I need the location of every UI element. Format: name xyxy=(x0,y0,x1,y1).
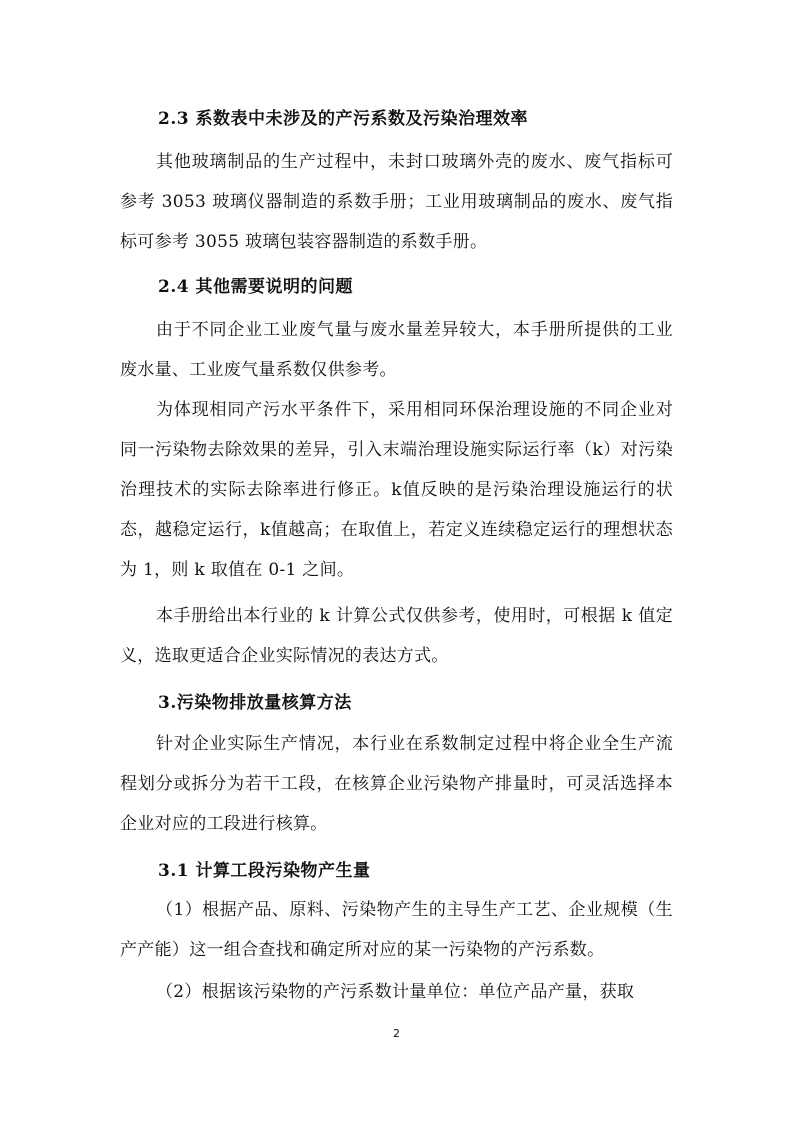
paragraph-3-1-1: （1）根据产品、原料、污染物产生的主导生产工艺、企业规模（生产产能）这一组合查找和确定所对应的某一污染物的产污系数。 xyxy=(120,900,673,960)
paragraph-3-1-2: （2）根据该污染物的产污系数计量单位：单位产品产量，获取 xyxy=(156,982,635,1002)
paragraph-2-4-3: 本手册给出本行业的 k 计算公式仅供参考，使用时，可根据 k 值定义，选取更适合企业实际情况的表达方式。 xyxy=(120,606,673,666)
paragraph-3-1: 针对企业实际生产情况，本行业在系数制定过程中将企业全生产流程划分或拆分为若干工段，在核算企业污染物产排量时，可灵活选择本企业对应的工段进行核算。 xyxy=(120,734,673,834)
section-heading-2-3: 2.3 系数表中未涉及的产污系数及污染治理效率 xyxy=(158,109,528,129)
section-heading-3: 3.污染物排放量核算方法 xyxy=(158,693,352,713)
page-number: 2 xyxy=(393,1027,400,1040)
paragraph-2-4-1: 由于不同企业工业废气量与废水量差异较大，本手册所提供的工业废水量、工业废气量系数仅供参考。 xyxy=(120,320,673,380)
paragraph-2-4-2: 为体现相同产污水平条件下，采用相同环保治理设施的不同企业对同一污染物去除效果的差异，引入末端治理设施实际运行率（k）对污染治理技术的实际去除率进行修正。k值反映的是污染治理设施运行的状态，越稳定运行，k值越高；在取值上，若定义连续稳定运行的理想状态为 1，则 k 取值在 0-1 之间。 xyxy=(120,400,673,580)
section-heading-3-1: 3.1 计算工段污染物产生量 xyxy=(158,861,371,881)
section-heading-2-4: 2.4 其他需要说明的问题 xyxy=(158,277,353,297)
paragraph-2-3-1: 其他玻璃制品的生产过程中，未封口玻璃外壳的废水、废气指标可参考 3053 玻璃仪器制造的系数手册；工业用玻璃制品的废水、废气指标可参考 3055 玻璃包装容器制造的系数手册。 xyxy=(120,152,673,252)
